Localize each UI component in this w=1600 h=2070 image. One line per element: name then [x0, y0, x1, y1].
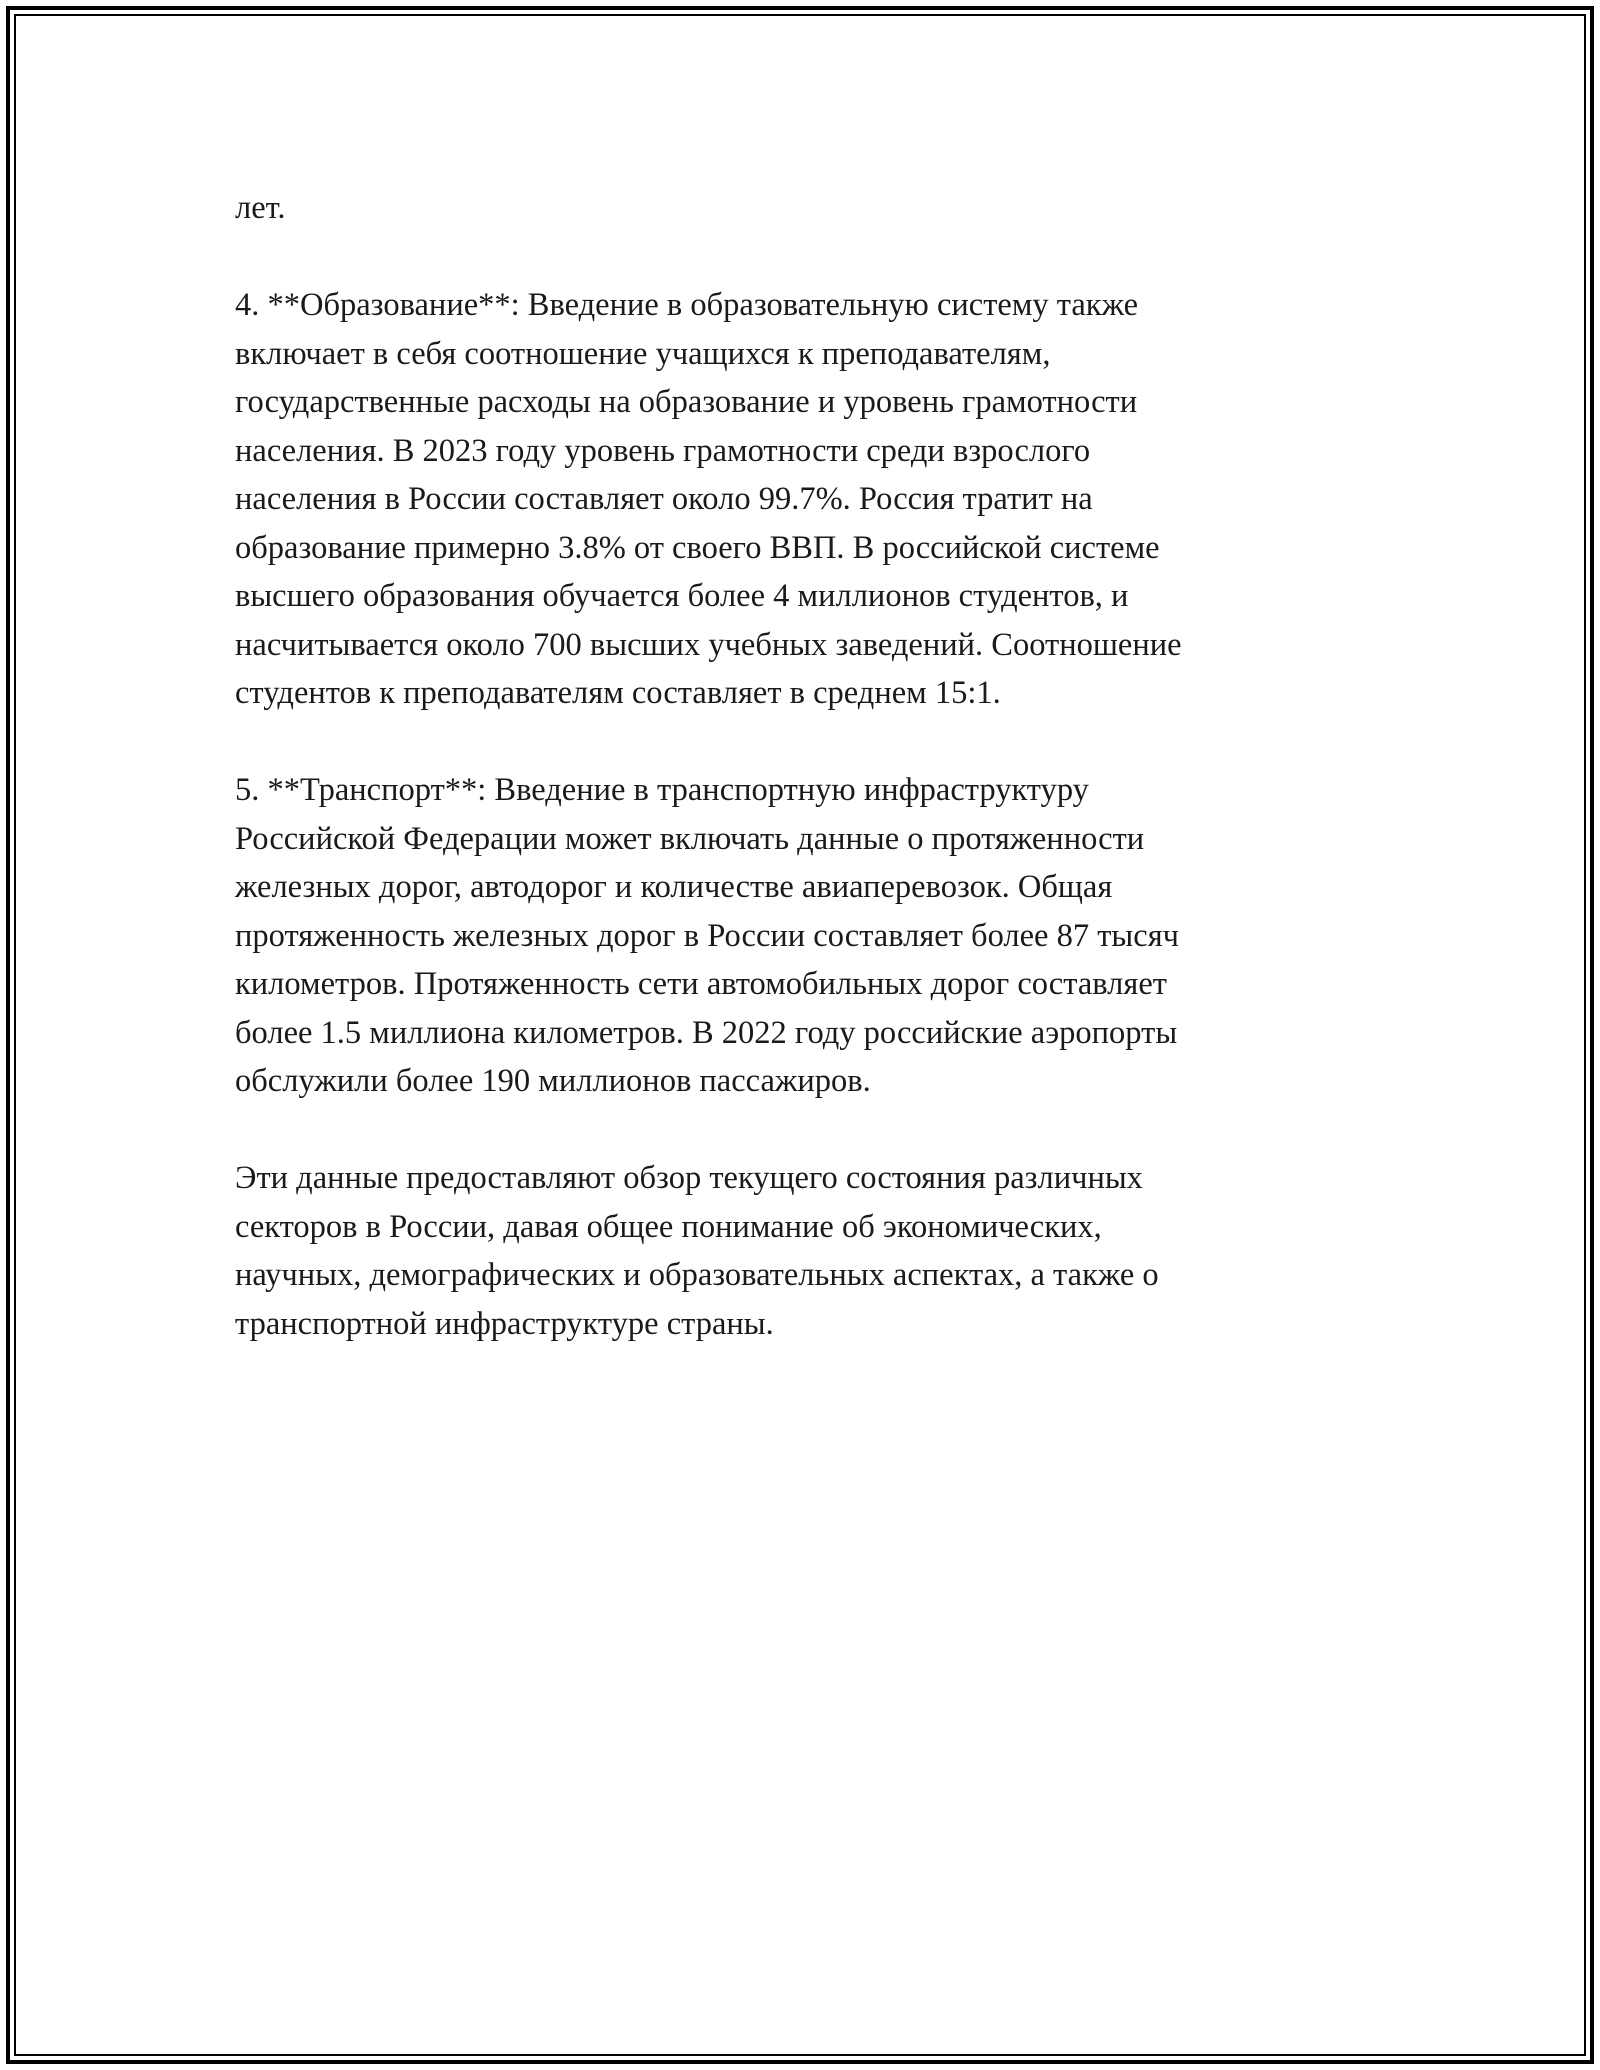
document-body	[235, 184, 1365, 1348]
paragraph-education: 4. **Образование**: Введение в образовательную систему также включает в себя соотношение учащихся к преподавателям, государственные расходы на образование и уровень грамотности населения. В 2023 году уровень грамотности среди взрослого населения в России составляет около 99.7%. Россия тратит на образование примерно 3.8% от своего ВВП. В российской системе высшего образования обучается более 4 миллионов студентов, и насчитывается около 700 высших учебных заведений. Соотношение студентов к преподавателям составляет в среднем 15:1.	[235, 287, 1182, 711]
paragraph-transport: 5. **Транспорт**: Введение в транспортную инфраструктуру Российской Федерации может включать данные о протяженности железных дорог, автодорог и количестве авиаперевозок. Общая протяженность железных дорог в России составляет более 87 тысяч километров. Протяженность сети автомобильных дорог составляет более 1.5 миллиона километров. В 2022 году российские аэропорты обслужили более 190 миллионов пассажиров.	[235, 772, 1179, 1099]
paragraph-conclusion: Эти данные предоставляют обзор текущего состояния различных секторов в России, давая общее понимание об экономических, научных, демографических и образовательных аспектах, а также о транспортной инфраструктуре страны.	[235, 1160, 1159, 1342]
paragraph-continuation: лет.	[235, 190, 286, 226]
